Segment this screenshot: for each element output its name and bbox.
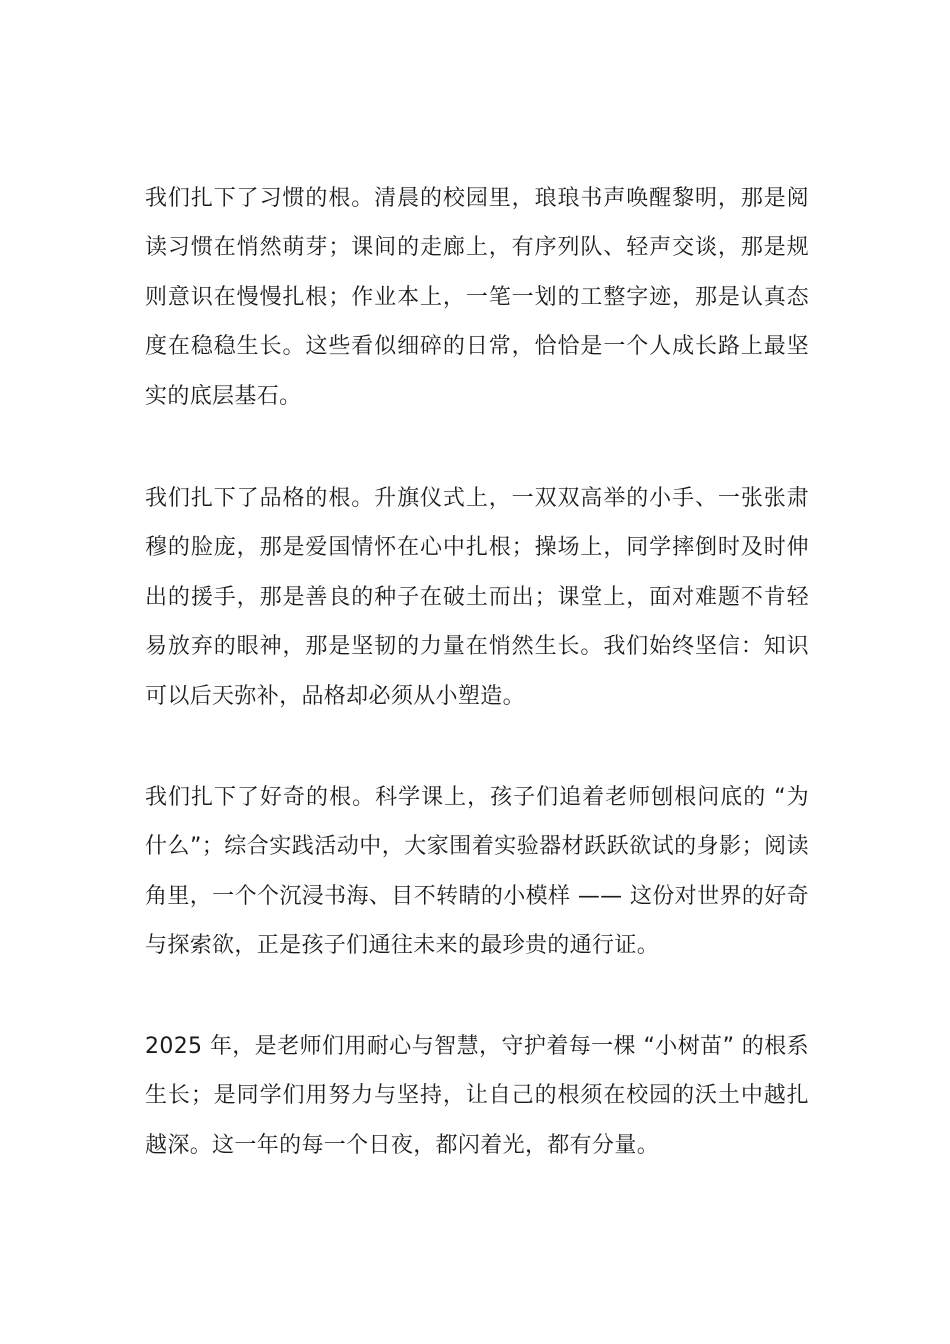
paragraph-curiosity-roots: 我们扎下了好奇的根。科学课上，孩子们追着老师刨根问底的 “为什么”；综合实践活动中，大家围着实验器材跃跃欲试的身影；阅读角里，一个个沉浸书海、目不转睛的小模样 —— 这份对世界的好奇与探索欲，正是孩子们通往未来的最珍贵的通行证。 <box>145 785 809 959</box>
paragraph-2025-summary: 2025 年，是老师们用耐心与智慧，守护着每一棵 “小树苗” 的根系生长；是同学们用努力与坚持，让自己的根须在校园的沃土中越扎越深。这一年的每一个日夜，都闪着光，都有分量。 <box>145 1034 809 1158</box>
paragraph-habit-roots: 我们扎下了习惯的根。清晨的校园里，琅琅书声唤醒黎明，那是阅读习惯在悄然萌芽；课间的走廊上，有序列队、轻声交谈，那是规则意识在慢慢扎根；作业本上，一笔一划的工整字迹，那是认真态度在稳稳生长。这些看似细碎的日常，恰恰是一个人成长路上最坚实的底层基石。 <box>145 186 809 409</box>
paragraph-character-roots: 我们扎下了品格的根。升旗仪式上，一双双高举的小手、一张张肃穆的脸庞，那是爱国情怀在心中扎根；操场上，同学摔倒时及时伸出的援手，那是善良的种子在破土而出；课堂上，面对难题不肯轻易放弃的眼神，那是坚韧的力量在悄然生长。我们始终坚信：知识可以后天弥补，品格却必须从小塑造。 <box>145 486 809 709</box>
